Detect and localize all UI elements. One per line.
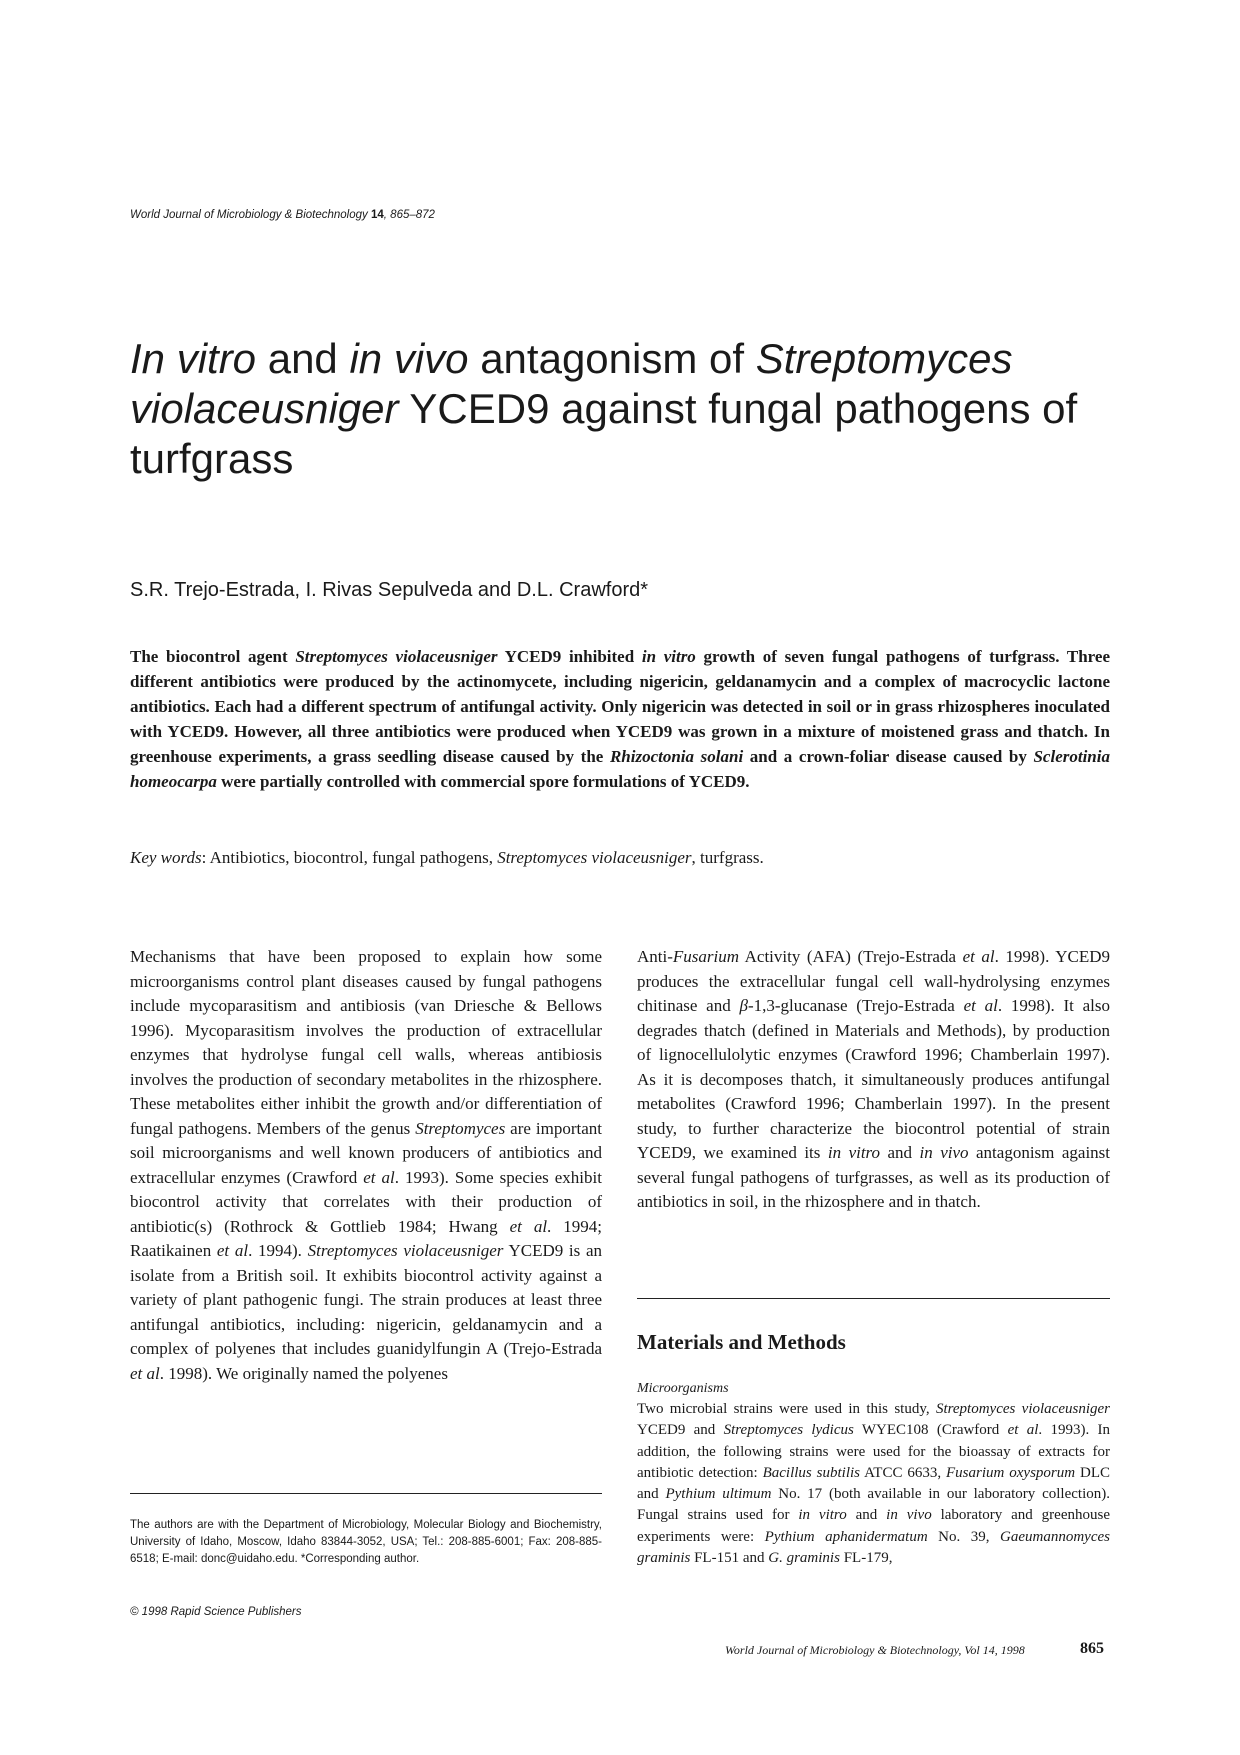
abstract: The biocontrol agent Streptomyces violaceusniger YCED9 inhibited in vitro growth of seven fungal pathogens of turfgrass. Three different antibiotics were produced by the actinomycete, including nigericin, geldanamycin and a complex of macrocyclic lactone antibiotics. Each had a different spectrum of antifungal activity. Only nigericin was detected in soil or in grass rhizospheres inoculated with YCED9. However, all three antibiotics were produced when YCED9 was grown in a mixture of moistened grass and thatch. In greenhouse experiments, a grass seedling disease caused by the Rhizoctonia solani and a crown-foliar disease caused by Sclerotinia homeocarpa were partially controlled with commercial spore formulations of YCED9. bbox=[130, 647, 1111, 791]
footer-journal-citation: World Journal of Microbiology & Biotechnology, Vol 14, 1998 bbox=[725, 1643, 1025, 1657]
author-affiliation-footnote: The authors are with the Department of Microbiology, Molecular Biology and Biochemistry, University of Idaho, Moscow, Idaho 83844-3052, USA; Tel.: 208-885-6001; Fax: 208-885-6518; E-mail: donc@uidaho.edu. *Corresponding author. bbox=[130, 1519, 602, 1565]
subsection-heading: Microorganisms bbox=[637, 1381, 729, 1396]
page-number: 865 bbox=[1080, 1640, 1104, 1657]
article-title: In vitro and in vivo antagonism of Streptomyces violaceusniger YCED9 against fungal pathogens of turfgrass bbox=[130, 335, 1078, 482]
author-list: S.R. Trejo-Estrada, I. Rivas Sepulveda and D.L. Crawford* bbox=[130, 579, 649, 601]
introduction-left-column: Mechanisms that have been proposed to explain how some microorganisms control plant diseases caused by fungal pathogens include mycoparasitism and antibiosis (van Driesche & Bellows 1996). Mycoparasitism involves the production of extracellular enzymes that hydrolyse fungal cell walls, whereas antibiosis involves the production of secondary metabolites in the rhizosphere. These metabolites either inhibit the growth and/or differentiation of fungal pathogens. Members of the genus Streptomyces are important soil microorganisms and well known producers of antibiotics and extracellular enzymes (Crawford et al. 1993). Some species exhibit biocontrol activity that correlates with their production of antibiotic(s) (Rothrock & Gottlieb 1984; Hwang et al. 1994; Raatikainen et al. 1994). Streptomyces violaceusniger YCED9 is an isolate from a British soil. It exhibits biocontrol activity against a variety of plant pathogenic fungi. The strain produces at least three antifungal antibiotics, including: nigericin, geldanamycin and a complex of polyenes that includes guanidylfungin A (Trejo-Estrada et al. 1998). We originally named the polyenes bbox=[130, 947, 602, 1383]
copyright-notice: © 1998 Rapid Science Publishers bbox=[130, 1606, 302, 1618]
journal-header: World Journal of Microbiology & Biotechnology 14, 865–872 bbox=[130, 209, 435, 221]
footnote-divider bbox=[130, 1493, 602, 1494]
introduction-right-column: Anti-Fusarium Activity (AFA) (Trejo-Estrada et al. 1998). YCED9 produces the extracellular fungal cell wall-hydrolysing enzymes chitinase and β-1,3-glucanase (Trejo-Estrada et al. 1998). It also degrades thatch (defined in Materials and Methods), by production of lignocellulolytic enzymes (Crawford 1996; Chamberlain 1997). As it is decomposes thatch, it simultaneously produces antifungal metabolites (Crawford 1996; Chamberlain 1997). In the present study, to further characterize the biocontrol potential of strain YCED9, we examined its in vitro and in vivo antagonism against several fungal pathogens of turfgrasses, as well as its production of antibiotics in soil, in the rhizosphere and in thatch. bbox=[637, 947, 1111, 1211]
section-divider bbox=[637, 1298, 1110, 1299]
section-heading: Materials and Methods bbox=[637, 1330, 846, 1354]
methods-body: Two microbial strains were used in this study, Streptomyces violaceusniger YCED9 and Streptomyces lydicus WYEC108 (Crawford et al. 1993). In addition, the following strains were used for the bioassay of extracts for antibiotic detection: Bacillus subtilis ATCC 6633, Fusarium oxysporum DLC and Pythium ultimum No. 17 (both available in our laboratory collection). Fungal strains used for in vitro and in vivo laboratory and greenhouse experiments were: Pythium aphanidermatum No. 39, Gaeumannomyces graminis FL-151 and G. graminis FL-179, bbox=[637, 1401, 1111, 1567]
keywords: Key words: Antibiotics, biocontrol, fungal pathogens, Streptomyces violaceusniger, turfgrass. bbox=[130, 848, 764, 867]
